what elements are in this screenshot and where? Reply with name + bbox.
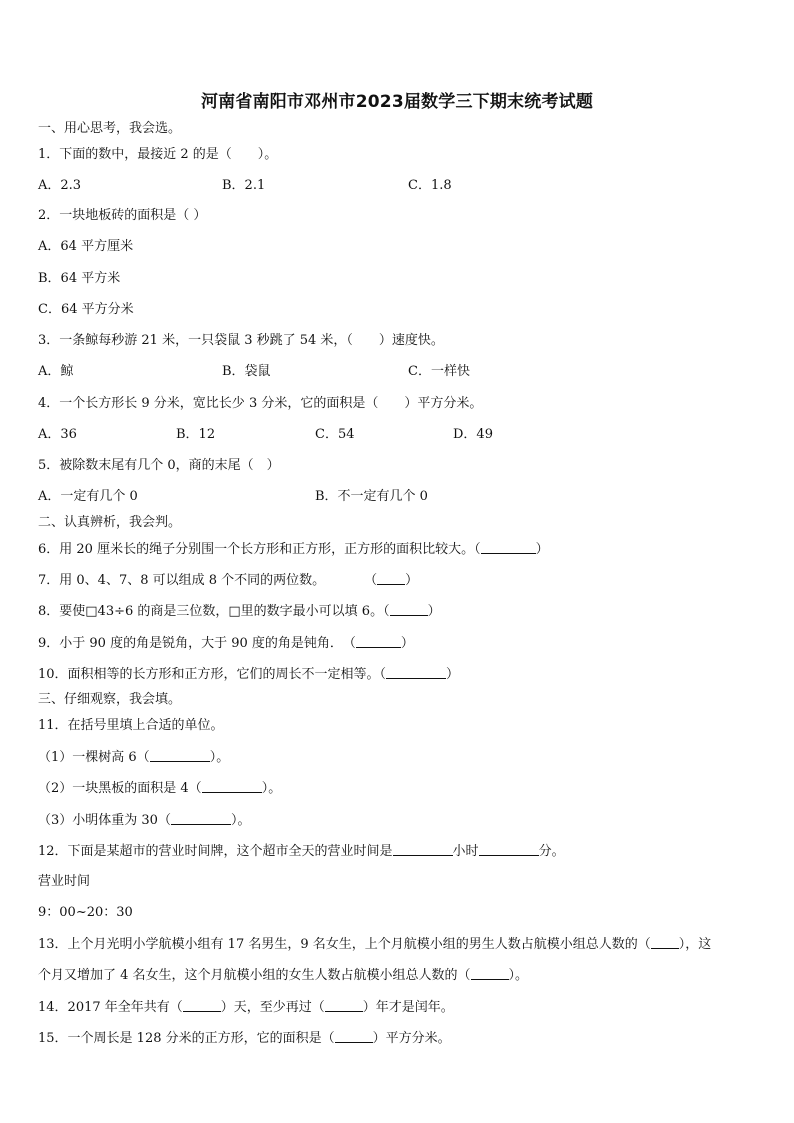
q11-sub-3-blank[interactable] (171, 812, 231, 825)
question-1: 1．下面的数中，最接近 2 的是（ ）。 (38, 147, 278, 162)
question-5: 5．被除数末尾有几个 0，商的末尾（ ） (38, 458, 280, 473)
page-title: 河南省南阳市邓州市2023届数学三下期末统考试题 (200, 92, 594, 112)
q12-minutes-unit: 分。 (538, 844, 565, 859)
q13-blank-1[interactable] (651, 936, 679, 949)
question-3: 3．一条鲸每秒游 21 米，一只袋鼠 3 秒跳了 54 米，（ ）速度快。 (38, 333, 444, 348)
q15-text: 15．一个周长是 128 分米的正方形，它的面积是（ (38, 1031, 335, 1046)
business-hours-value: 9：00~20：30 (38, 905, 133, 920)
q14-text-3: ）年才是闰年。 (362, 1000, 454, 1015)
q15-text-end: ）平方分米。 (372, 1031, 451, 1046)
q11-sub-3-close: ）。 (230, 813, 251, 828)
q3-option-b: B．袋鼠 (222, 364, 271, 379)
q7-close-paren: ） (405, 573, 419, 588)
q4-option-c: C．54 (315, 427, 355, 442)
business-hours-label: 营业时间 (38, 874, 91, 889)
q11-sub-1-blank[interactable] (150, 749, 210, 762)
q9-answer-blank[interactable] (356, 635, 401, 648)
q11-sub-3-text: （3）小明体重为 30（ (38, 813, 171, 828)
question-9 (38, 635, 414, 652)
question-12 (38, 843, 565, 860)
q14-text-2: ）天，至少再过（ (220, 1000, 325, 1015)
q4-option-a: A．36 (38, 427, 77, 442)
q12-hours-unit: 小时 (452, 844, 479, 859)
question-2: 2．一块地板砖的面积是（ ） (38, 208, 207, 223)
q12-minutes-blank[interactable] (479, 843, 539, 856)
q6-text: 6．用 20 厘米长的绳子分别围一个长方形和正方形，正方形的面积比较大。（ (38, 542, 481, 557)
q9-text: 9．小于 90 度的角是锐角，大于 90 度的角是钝角． （ (38, 636, 356, 651)
q9-close-paren: ） (400, 636, 414, 651)
q4-option-d: D．49 (453, 427, 493, 442)
question-14 (38, 999, 454, 1016)
q12-hours-blank[interactable] (393, 843, 453, 856)
q5-option-a: A．一定有几个 0 (38, 489, 138, 504)
q12-text: 12．下面是某超市的营业时间牌，这个超市全天的营业时间是 (38, 844, 393, 859)
q14-years-blank[interactable] (325, 999, 363, 1012)
q6-close-paren: ） (535, 542, 549, 557)
q10-answer-blank[interactable] (386, 666, 446, 679)
q2-option-c: C．64 平方分米 (38, 302, 134, 317)
section-heading-2: 二、认真辨析，我会判。 (38, 515, 182, 530)
q1-option-a: A．2.3 (38, 178, 82, 193)
q3-option-c: C．一样快 (408, 364, 470, 379)
q11-sub-1-close: ）。 (209, 750, 230, 765)
q11-sub-1-text: （1）一棵树高 6（ (38, 750, 150, 765)
q10-text: 10．面积相等的长方形和正方形，它们的周长不一定相等。（ (38, 667, 387, 682)
question-4: 4．一个长方形长 9 分米，宽比长少 3 分米，它的面积是（ ）平方分米。 (38, 396, 483, 411)
q1-option-c: C．1.8 (408, 178, 452, 193)
question-13-line-1 (38, 936, 711, 953)
question-8 (38, 603, 441, 620)
question-13-line-2 (38, 967, 528, 984)
q1-option-b: B．2.1 (222, 178, 266, 193)
q10-close-paren: ） (446, 667, 460, 682)
q11-sub-2-text: （2）一块黑板的面积是 4（ (38, 781, 202, 796)
q3-option-a: A．鲸 (38, 364, 74, 379)
question-6 (38, 541, 549, 558)
q8-close-paren: ） (427, 604, 441, 619)
question-10 (38, 666, 459, 683)
q11-sub-2 (38, 780, 281, 797)
section-heading-1: 一、用心思考，我会选。 (38, 121, 182, 136)
section-heading-3: 三、仔细观察，我会填。 (38, 692, 182, 707)
q7-answer-blank[interactable] (377, 572, 405, 585)
question-15 (38, 1030, 451, 1047)
q13-text-2-end: ）。 (508, 968, 529, 983)
q15-answer-blank[interactable] (335, 1030, 373, 1043)
q13-text-1-end: ），这 (678, 937, 712, 952)
q13-text-2: 个月又增加了 4 名女生，这个月航模小组的女生人数占航模小组总人数的（ (38, 968, 471, 983)
q14-days-blank[interactable] (183, 999, 221, 1012)
q11-sub-1 (38, 749, 229, 766)
question-7 (38, 572, 418, 589)
q6-answer-blank[interactable] (481, 541, 536, 554)
q8-text: 8．要使□43÷6 的商是三位数，□里的数字最小可以填 6。（ (38, 604, 390, 619)
q14-text-1: 14．2017 年全年共有（ (38, 1000, 183, 1015)
q13-blank-2[interactable] (471, 967, 509, 980)
q7-text: 7．用 0、4、7、8 可以组成 8 个不同的两位数。 （ (38, 573, 378, 588)
question-11: 11．在括号里填上合适的单位。 (38, 718, 224, 733)
q11-sub-3 (38, 812, 250, 829)
q13-text-1: 13．上个月光明小学航模小组有 17 名男生，9 名女生，上个月航模小组的男生人数占航模小组总人数的（ (38, 937, 651, 952)
q5-option-b: B．不一定有几个 0 (315, 489, 428, 504)
q2-option-a: A．64 平方厘米 (38, 239, 134, 254)
q8-answer-blank[interactable] (390, 603, 428, 616)
q4-option-b: B．12 (176, 427, 216, 442)
q2-option-b: B．64 平方米 (38, 271, 121, 286)
q11-sub-2-close: ）。 (261, 781, 282, 796)
q11-sub-2-blank[interactable] (202, 780, 262, 793)
